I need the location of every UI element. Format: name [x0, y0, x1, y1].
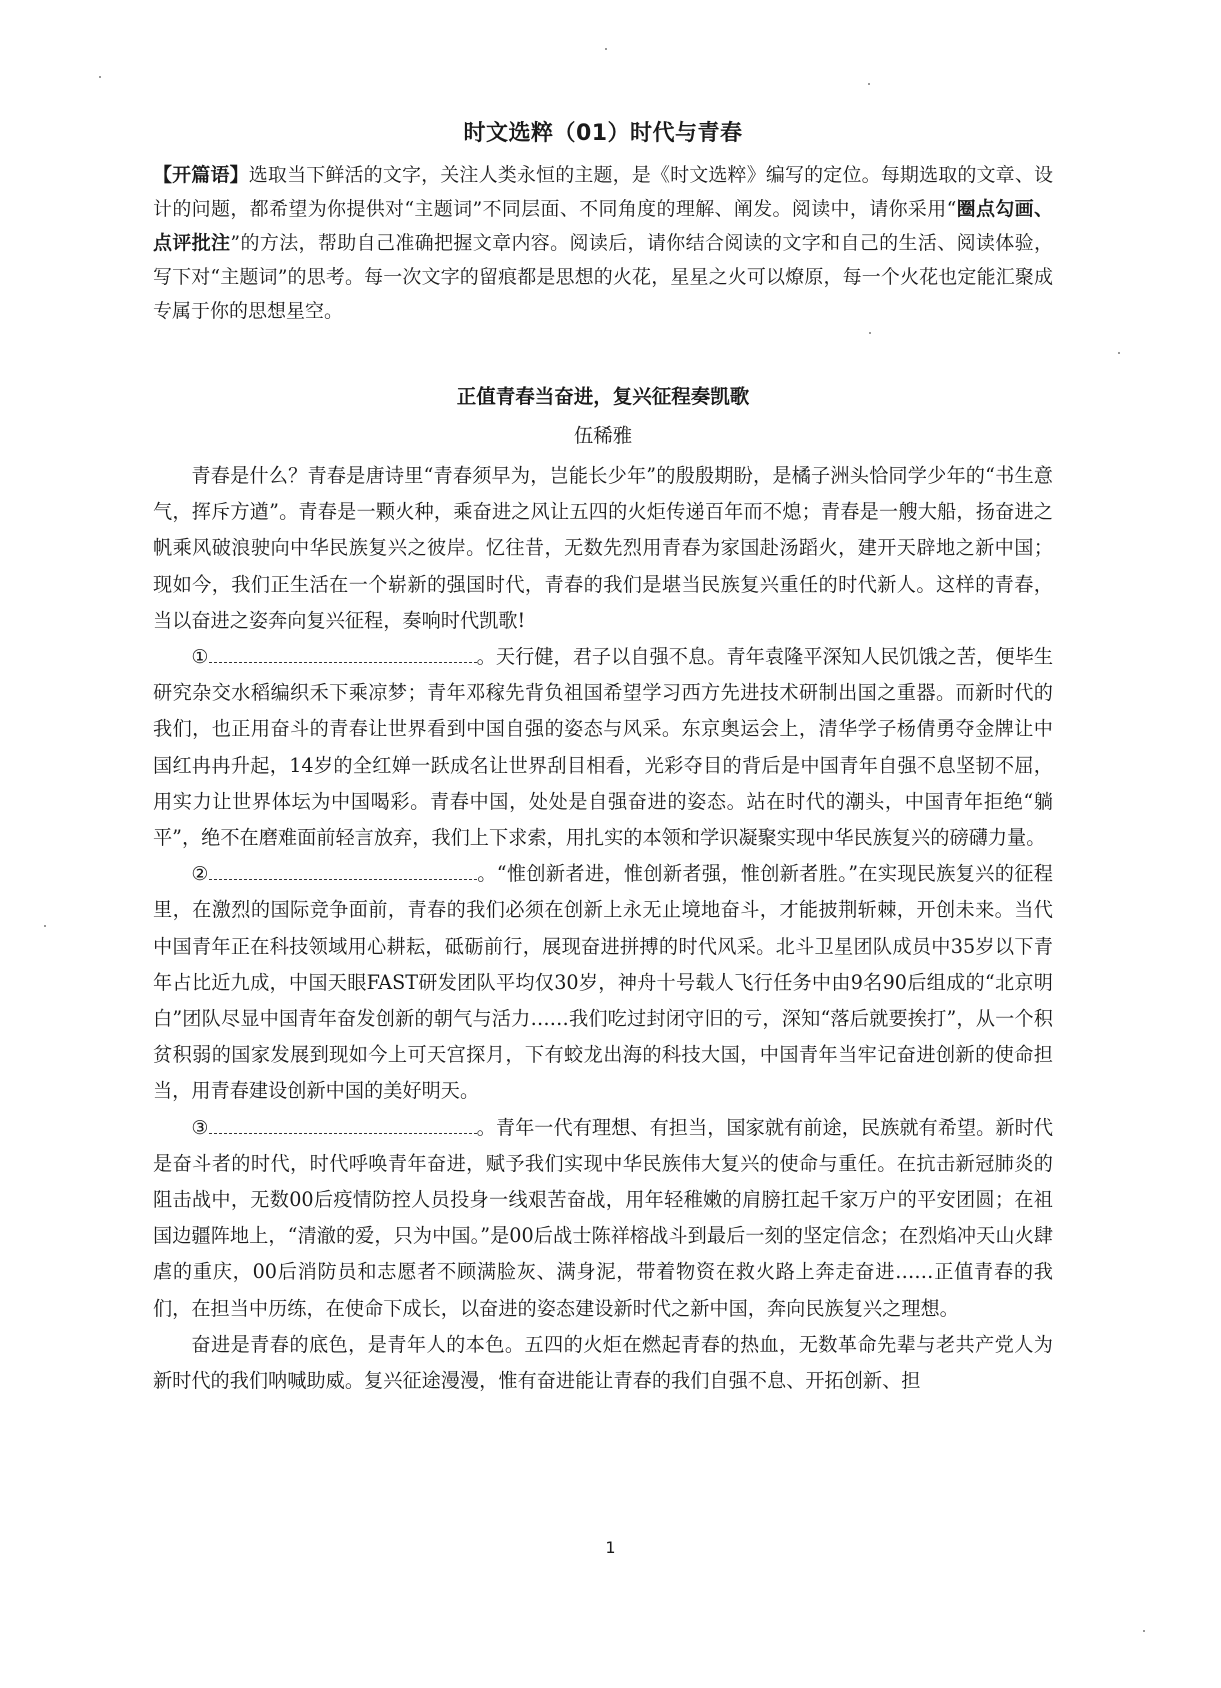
paragraph-3-text: 。“惟创新者进，惟创新者强，惟创新者胜。”在实现民族复兴的征程里，在激烈的国际竞争面前，青春的我们必须在创新上永无止境地奋斗，才能披荆斩棘，开创未来。当代中国青年正在科技领域用心耕耘，砥砺前行，展现奋进拼搏的时代风采。北斗卫星团队成员中35岁以下青年占比近九成，中国天眼FAST研发团队平均仅30岁，神舟十号载人飞行任务中由9名90后组成的“北京明白”团队尽显中国青年奋发创新的朝气与活力……我们吃过封闭守旧的亏，深知“落后就要挨打”，从一个积贫积弱的国家发展到现如今上可天宫探月，下有蛟龙出海的科技大国，中国青年当牢记奋进创新的使命担当，用青春建设创新中国的美好明天。 [153, 862, 1053, 1103]
paragraph-3 [153, 856, 1053, 1109]
paragraph-1: 青春是什么？青春是唐诗里“青春须早为，岂能长少年”的殷殷期盼，是橘子洲头恰同学少年的“书生意气，挥斥方遒”。青春是一颗火种，乘奋进之风让五四的火炬传递百年而不熄；青春是一艘大船，扬奋进之帆乘风破浪驶向中华民族复兴之彼岸。忆往昔，无数先烈用青春为家国赴汤蹈火，建开天辟地之新中国；现如今，我们正生活在一个崭新的强国时代，青春的我们是堪当民族复兴重任的时代新人。这样的青春，当以奋进之姿奔向复兴征程，奏响时代凯歌! [153, 464, 1053, 632]
intro-method: 圈点勾画、点评批注 [153, 198, 1053, 254]
main-title: 时文选粹（01）时代与青春 [463, 121, 743, 146]
scan-speck [1143, 1630, 1145, 1632]
intro-paragraph [153, 158, 1053, 328]
intro-text-a: 选取当下鲜活的文字，关注人类永恒的主题，是《时文选粹》编写的定位。每期选取的文章、设计的问题，都希望为你提供对“主题词”不同层面、不同角度的理解、阐发。阅读中，请你采用“ [153, 164, 1053, 220]
article-author: 伍稀雅 [573, 424, 633, 447]
scan-speck [99, 76, 101, 78]
scan-speck [605, 48, 607, 50]
fill-in-blank-1 [209, 644, 477, 663]
scan-speck [1118, 352, 1120, 354]
paragraph-4 [153, 1110, 1053, 1327]
article-body [153, 458, 1053, 1399]
blank-marker-1: ① [191, 645, 209, 669]
blank-marker-3: ③ [191, 1115, 209, 1139]
article-title: 正值青春当奋进，复兴征程奏凯歌 [456, 385, 750, 408]
intro-lead: 【开篇语】 [153, 164, 249, 186]
paragraph-2-text: 。天行健，君子以自强不息。青年袁隆平深知人民饥饿之苦，便毕生研究杂交水稻编织禾下乘凉梦；青年邓稼先背负祖国希望学习西方先进技术研制出国之重器。而新时代的我们，也正用奋斗的青春让世界看到中国自强的姿态与风采。东京奥运会上，清华学子杨倩勇夺金牌让中国红冉冉升起，14岁的全红婵一跃成名让世界刮目相看，光彩夺目的背后是中国青年自强不息坚韧不屈，用实力让世界体坛为中国喝彩。青春中国，处处是自强奋进的姿态。站在时代的潮头，中国青年拒绝“躺平”，绝不在磨难面前轻言放弃，我们上下求索，用扎实的本领和学识凝聚实现中华民族复兴的磅礴力量。 [153, 645, 1054, 850]
fill-in-blank-2 [209, 861, 477, 880]
paragraph-2 [153, 639, 1053, 856]
paragraph-5: 奋进是青春的底色，是青年人的本色。五四的火炬在燃起青春的热血，无数革命先辈与老共产党人为新时代的我们呐喊助威。复兴征途漫漫，惟有奋进能让青春的我们自强不息、开拓创新、担 [153, 1332, 1053, 1393]
blank-marker-2: ② [191, 862, 209, 886]
paragraph-4-text: 。青年一代有理想、有担当，国家就有前途，民族就有希望。新时代是奋斗者的时代，时代呼唤青年奋进，赋予我们实现中华民族伟大复兴的使命与重任。在抗击新冠肺炎的阻击战中，无数00后疫情防控人员投身一线艰苦奋战，用年轻稚嫩的肩膀扛起千家万户的平安团圆；在祖国边疆阵地上，“清澈的爱，只为中国。”是00后战士陈祥榕战斗到最后一刻的坚定信念；在烈焰冲天山火肆虐的重庆，00后消防员和志愿者不顾满脸灰、满身泥，带着物资在救火路上奔走奋进……正值青春的我们，在担当中历练，在使命下成长，以奋进的姿态建设新时代之新中国，奔向民族复兴之理想。 [153, 1115, 1054, 1320]
scan-speck [44, 925, 46, 927]
page-number: 1 [605, 1538, 616, 1557]
scan-speck [869, 332, 871, 334]
scan-speck [868, 83, 870, 85]
intro-text-b: ”的方法，帮助自己准确把握文章内容。阅读后，请你结合阅读的文字和自己的生活、阅读体验，写下对“主题词”的思考。每一次文字的留痕都是思想的火花，星星之火可以燎原，每一个火花也定能汇聚成专属于你的思想星空。 [153, 232, 1053, 322]
fill-in-blank-3 [209, 1115, 477, 1134]
